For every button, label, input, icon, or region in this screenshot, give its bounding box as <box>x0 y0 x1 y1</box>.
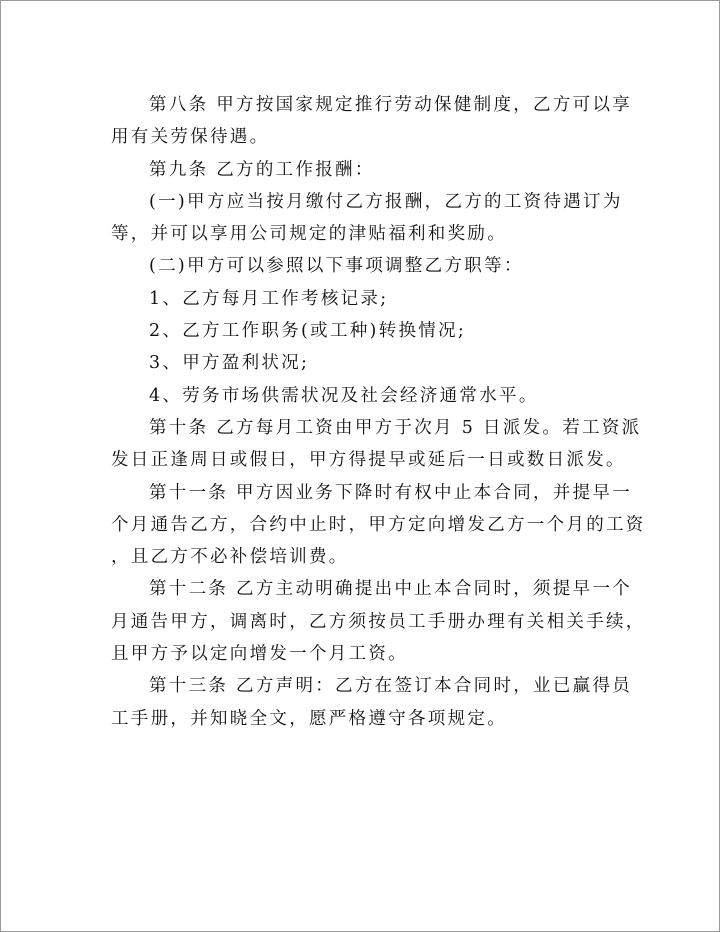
text-line: 工手册，并知晓全文，愿严格遵守各项规定。 <box>111 708 507 729</box>
text-line: 2、乙方工作职务(或工种)转换情况; <box>149 321 467 342</box>
text-line: ，且乙方不必补偿培训费。 <box>111 547 349 568</box>
text-line: (二)甲方可以参照以下事项调整乙方职等： <box>149 256 524 277</box>
text-line: 个月通告乙方，合约中止时，甲方定向增发乙方一个月的工资 <box>111 514 646 535</box>
text-line: 第十三条 乙方声明：乙方在签订本合同时，业已赢得员 <box>149 676 633 697</box>
text-line: 用有关劳保待遇。 <box>111 127 270 148</box>
text-line: 第八条 甲方按国家规定推行劳动保健制度，乙方可以享 <box>149 95 633 115</box>
document-body <box>111 89 646 735</box>
text-line: 等，并可以享用公司规定的津贴福利和奖励。 <box>111 224 507 245</box>
text-line: (一)甲方应当按月缴付乙方报酬，乙方的工资待遇订为 <box>149 191 623 212</box>
text-line: 第十条 乙方每月工资由甲方于次月 5 日派发。若工资派 <box>149 417 642 438</box>
text-line: 第九条 乙方的工作报酬： <box>149 159 375 180</box>
text-line: 1、乙方每月工作考核记录; <box>149 288 389 309</box>
text-line: 且甲方予以定向增发一个月工资。 <box>111 644 408 665</box>
text-line: 3、甲方盈利状况; <box>149 353 310 374</box>
text-line: 第十二条 乙方主动明确提出中止本合同时，须提早一个 <box>149 579 633 600</box>
text-line: 月通告甲方，调离时，乙方须按员工手册办理有关相关手续， <box>111 611 646 632</box>
text-line: 第十一条 甲方因业务下降时有权中止本合同，并提早一 <box>149 482 633 503</box>
text-line: 发日正逢周日或假日，甲方得提早或延后一日或数日派发。 <box>111 450 626 471</box>
text-line: 4、劳务市场供需状况及社会经济通常水平。 <box>149 385 539 406</box>
